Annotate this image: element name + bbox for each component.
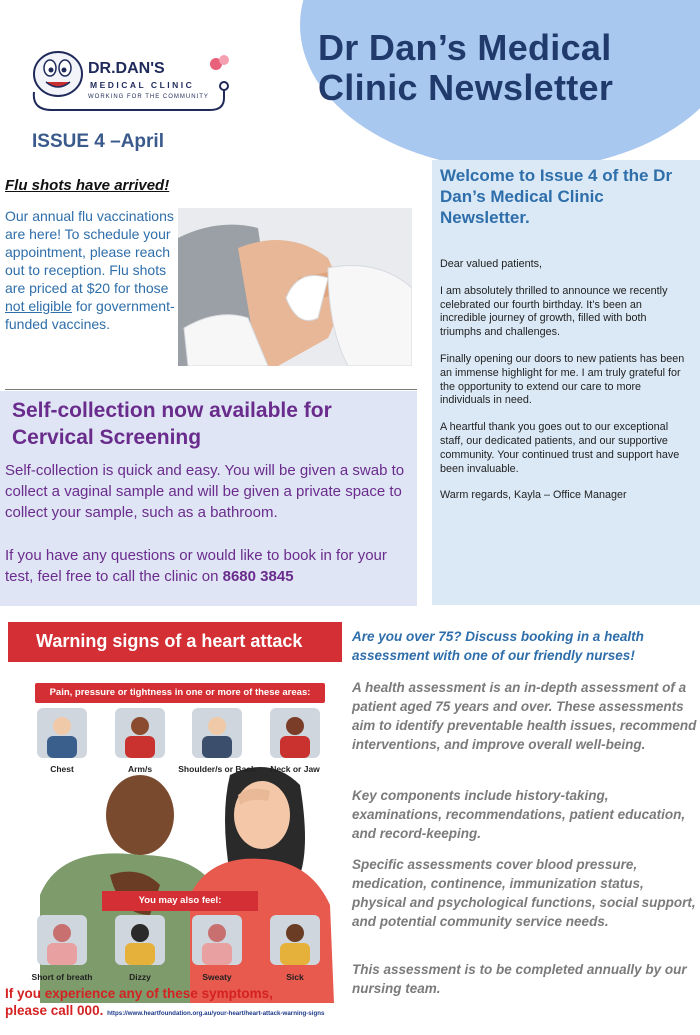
pain-area-shoulders-back: Shoulder/s or Back xyxy=(178,764,256,774)
welcome-greeting: Dear valued patients, xyxy=(440,258,543,270)
title-line-2: Clinic Newsletter xyxy=(318,67,614,108)
section-divider xyxy=(5,389,417,390)
logo-tagline: WORKING FOR THE COMMUNITY xyxy=(88,94,209,100)
dizzy-icon xyxy=(115,915,165,965)
assessment-paragraph-3: Specific assessments cover blood pressure, medication, continence, immunization status, physical and psychological functions, social support, and potential community service needs. xyxy=(352,857,696,929)
flu-text-part-2: for government-funded vaccines. xyxy=(5,298,175,332)
short-of-breath-icon xyxy=(37,915,87,965)
title-line-1: Dr Dan’s Medical xyxy=(318,27,612,68)
welcome-paragraph-2: Finally opening our doors to new patients has been an immense highlight for me. I am truly grateful for the opportunity to extend our care to more individuals in need. xyxy=(440,352,685,407)
assessment-heading: Are you over 75? Discuss booking in a health assessment with one of our friendly nurses! xyxy=(352,629,644,663)
call-line-1: If you experience any of these symptoms, xyxy=(5,986,273,1001)
clinic-phone-number: 8680 3845 xyxy=(222,568,294,585)
flu-text-underlined: not eligible xyxy=(5,298,72,314)
flu-text xyxy=(5,207,175,333)
welcome-paragraph-3: A heartful thank you goes out to our exceptional staff, our dedicated patients, and our supportive community. Your continued trust and support have been invaluable. xyxy=(440,421,680,475)
symptom-sweaty: Sweaty xyxy=(202,972,232,982)
you-may-also-feel-heading: You may also feel: xyxy=(102,891,258,911)
sick-icon xyxy=(270,915,320,965)
pain-area-chest: Chest xyxy=(50,764,74,774)
neck-jaw-pain-icon xyxy=(270,708,320,758)
welcome-paragraph-1: I am absolutely thrilled to announce we recently celebrated our fourth birthday. It’s been an incredible journey of growth, filled with both triumphs and challenges. xyxy=(440,284,668,339)
self-collection-para-1: Self-collection is quick and easy. You will be given a swab to collect a vaginal sample and will be given a private space to collect your sample, such as a bathroom. xyxy=(5,462,405,521)
self-collection-heading: Self-collection now available for Cervical Screening xyxy=(12,399,332,449)
flu-heading: Flu shots have arrived! xyxy=(5,177,170,194)
shoulder-back-pain-icon xyxy=(192,708,242,758)
symptom-short-of-breath: Short of breath xyxy=(31,972,93,982)
assessment-paragraph-4: This assessment is to be completed annually by our nursing team. xyxy=(352,962,687,996)
clinic-logo xyxy=(28,46,238,116)
symptom-sick: Sick xyxy=(286,972,304,982)
heart-pain-areas-heading: Pain, pressure or tightness in one or more of these areas: xyxy=(35,683,325,703)
assessment-paragraph-1: A health assessment is an in-depth assessment of a patient aged 75 years and over. These assessments aim to identify preventable health issues, recommend interventions, and improve overall well-being. xyxy=(352,680,697,752)
logo-name: DR.DAN'S xyxy=(88,60,165,77)
pain-area-arms: Arm/s xyxy=(127,764,153,774)
welcome-signoff: Warm regards, Kayla – Office Manager xyxy=(440,489,627,502)
chest-pain-icon xyxy=(37,708,87,758)
flu-vaccination-image xyxy=(178,208,412,366)
welcome-body xyxy=(440,258,690,516)
self-collection-para-2 xyxy=(5,545,410,587)
newsletter-title xyxy=(318,28,698,108)
call-line-2: please call 000. xyxy=(5,1003,104,1018)
heart-attack-banner: Warning signs of a heart attack xyxy=(8,622,342,662)
logo-subtitle: MEDICAL CLINIC xyxy=(90,80,195,90)
welcome-heading: Welcome to Issue 4 of the Dr Dan’s Medical Clinic Newsletter. xyxy=(440,166,673,227)
self-collection-para-2-text: If you have any questions or would like to book in for your test, feel free to call the clinic on xyxy=(5,547,387,585)
arm-pain-icon xyxy=(115,708,165,758)
issue-label: ISSUE 4 –April xyxy=(32,131,164,152)
symptom-dizzy: Dizzy xyxy=(129,972,151,982)
pain-area-neck-jaw: Neck or Jaw xyxy=(270,764,320,774)
assessment-paragraph-2: Key components include history-taking, examinations, recommendations, patient education, and record-keeping. xyxy=(352,788,686,841)
heart-foundation-link[interactable]: https://www.heartfoundation.org.au/your-heart/heart-attack-warning-signs xyxy=(107,1010,325,1017)
sweaty-icon xyxy=(192,915,242,965)
flu-text-part-1: Our annual flu vaccinations are here! To schedule your appointment, please reach out to reception. Flu shots are priced at $20 for those xyxy=(5,208,174,296)
